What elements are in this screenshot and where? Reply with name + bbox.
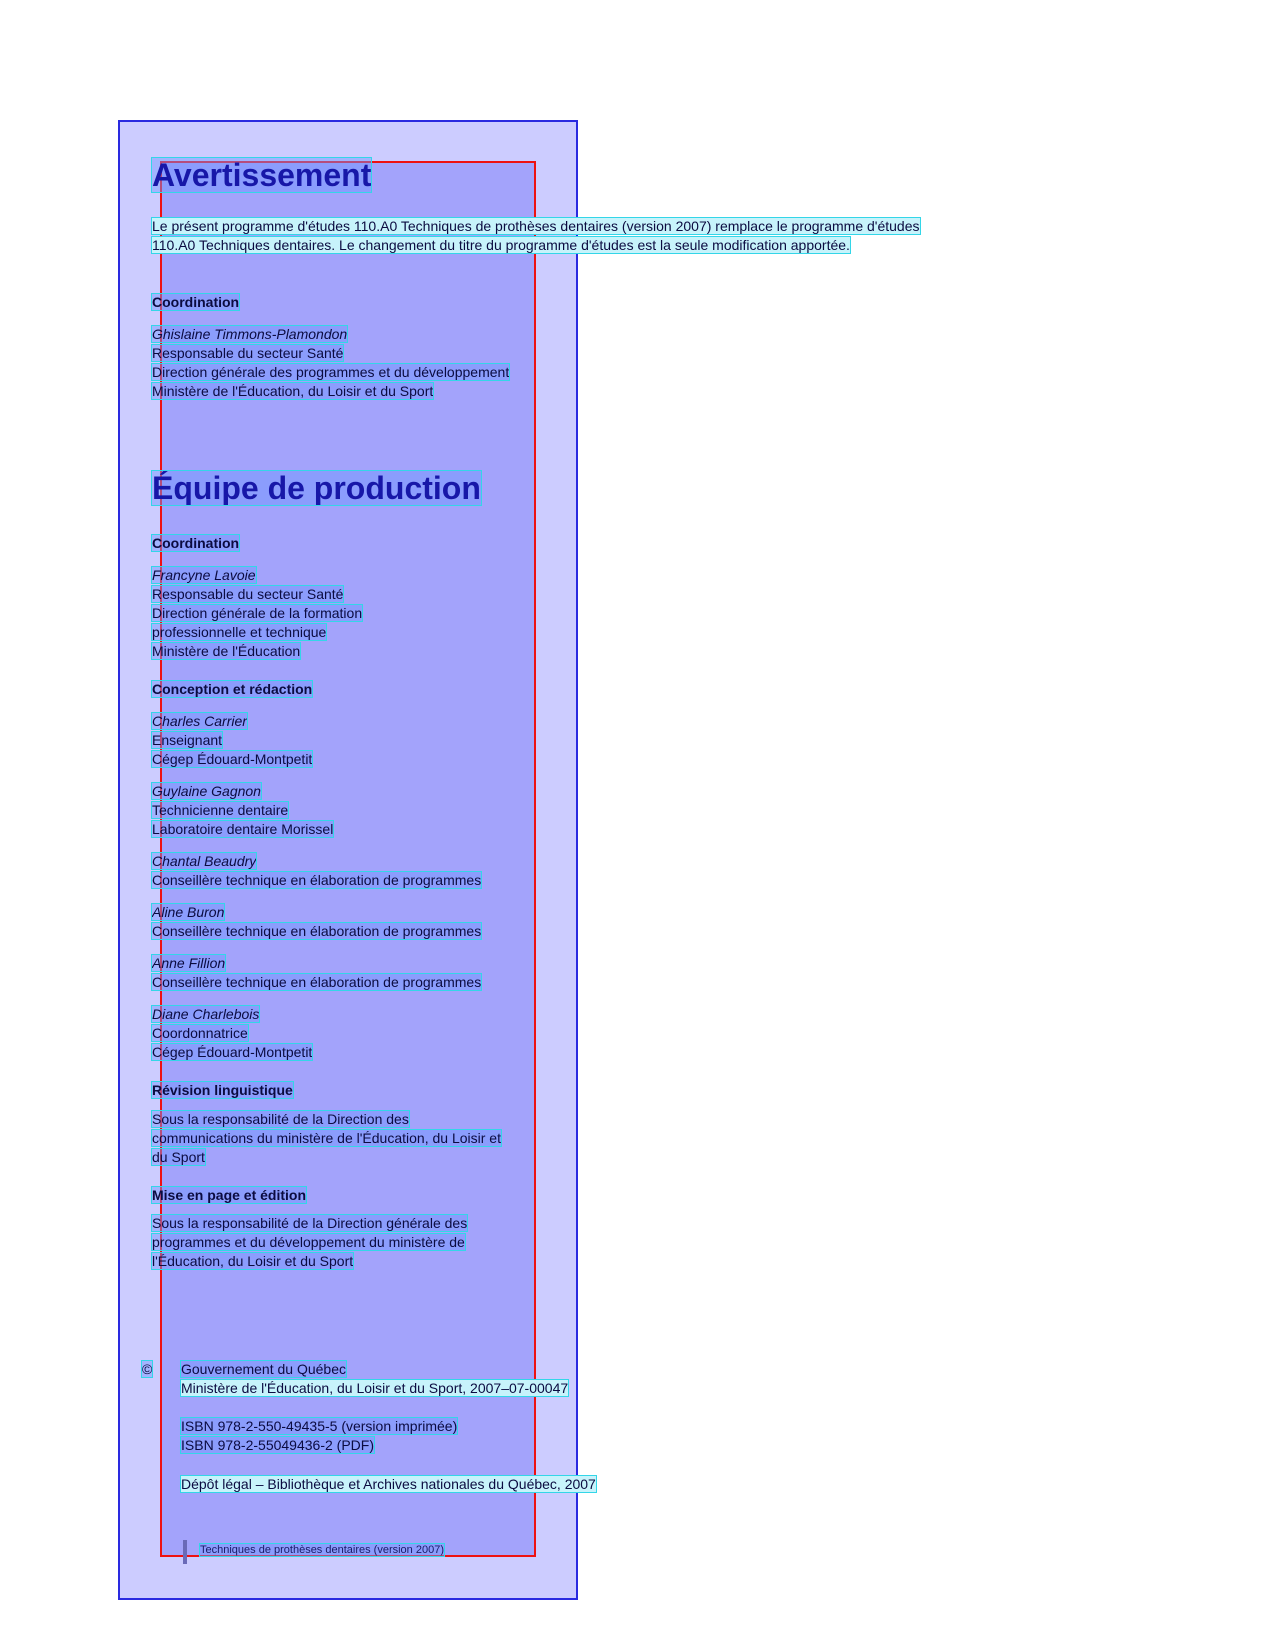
revision-line: Sous la responsabilité de la Direction des [152, 1111, 409, 1127]
coordination-heading-1: Coordination [152, 294, 240, 310]
person-line: Laboratoire dentaire Morissel [152, 821, 334, 837]
coordinator-line: Ministère de l'Éducation [152, 643, 301, 659]
coordinator-line: Responsable du secteur Santé [152, 345, 344, 361]
isbn-line: ISBN 978-2-55049436-2 (PDF) [181, 1437, 374, 1453]
coordinator-line: Direction générale de la formation [152, 605, 363, 621]
copyright-line: Ministère de l'Éducation, du Loisir et du Sport, 2007–07-00047 [181, 1380, 569, 1396]
mise-line: Sous la responsabilité de la Direction générale des [152, 1215, 468, 1231]
revision-line: du Sport [152, 1149, 205, 1165]
copyright-symbol: © [142, 1361, 153, 1377]
person-name: Chantal Beaudry [152, 853, 257, 869]
person-line: Conseillère technique en élaboration de programmes [152, 923, 482, 939]
footer-text: Techniques de prothèses dentaires (version 2007) [200, 1544, 444, 1556]
avertissement-title: Avertissement [152, 157, 372, 193]
person-line: Conseillère technique en élaboration de programmes [152, 974, 482, 990]
person-line: Cégep Édouard-Montpetit [152, 751, 313, 767]
mise-heading: Mise en page et édition [152, 1187, 307, 1203]
revision-line: communications du ministère de l'Éducation, du Loisir et [152, 1130, 501, 1146]
conception-heading: Conception et rédaction [152, 681, 313, 697]
depot-legal: Dépôt légal – Bibliothèque et Archives nationales du Québec, 2007 [181, 1476, 596, 1492]
coordinator-name-2: Francyne Lavoie [152, 567, 256, 583]
person-name: Diane Charlebois [152, 1006, 260, 1022]
mise-line: l'Éducation, du Loisir et du Sport [152, 1253, 354, 1269]
coordinator-line: Responsable du secteur Santé [152, 586, 344, 602]
person-name: Guylaine Gagnon [152, 783, 261, 799]
person-line: Enseignant [152, 732, 223, 748]
person-name: Anne Fillion [152, 955, 226, 971]
equipe-title: Équipe de production [152, 470, 481, 506]
coordinator-line: Ministère de l'Éducation, du Loisir et du Sport [152, 383, 434, 399]
coordinator-line: professionnelle et technique [152, 624, 327, 640]
coordinator-name-1: Ghislaine Timmons-Plamondon [152, 326, 348, 342]
person-line: Conseillère technique en élaboration de programmes [152, 872, 482, 888]
revision-heading: Révision linguistique [152, 1082, 293, 1098]
person-name: Aline Buron [152, 904, 225, 920]
coordinator-line: Direction générale des programmes et du développement [152, 364, 510, 380]
person-line: Cégep Édouard-Montpetit [152, 1044, 313, 1060]
avertissement-line-2: 110.A0 Techniques dentaires. Le changement du titre du programme d'études est la seule modification apportée. [152, 237, 850, 253]
person-line: Coordonnatrice [152, 1025, 248, 1041]
avertissement-line-1: Le présent programme d'études 110.A0 Techniques de prothèses dentaires (version 2007) remplace le programme d'études [152, 218, 920, 234]
footer-bar [183, 1540, 187, 1564]
mise-line: programmes et du développement du ministère de [152, 1234, 465, 1250]
copyright-line: Gouvernement du Québec [181, 1361, 346, 1377]
person-line: Technicienne dentaire [152, 802, 289, 818]
person-name: Charles Carrier [152, 713, 247, 729]
coordination-heading-2: Coordination [152, 535, 240, 551]
isbn-line: ISBN 978-2-550-49435-5 (version imprimée) [181, 1418, 458, 1434]
